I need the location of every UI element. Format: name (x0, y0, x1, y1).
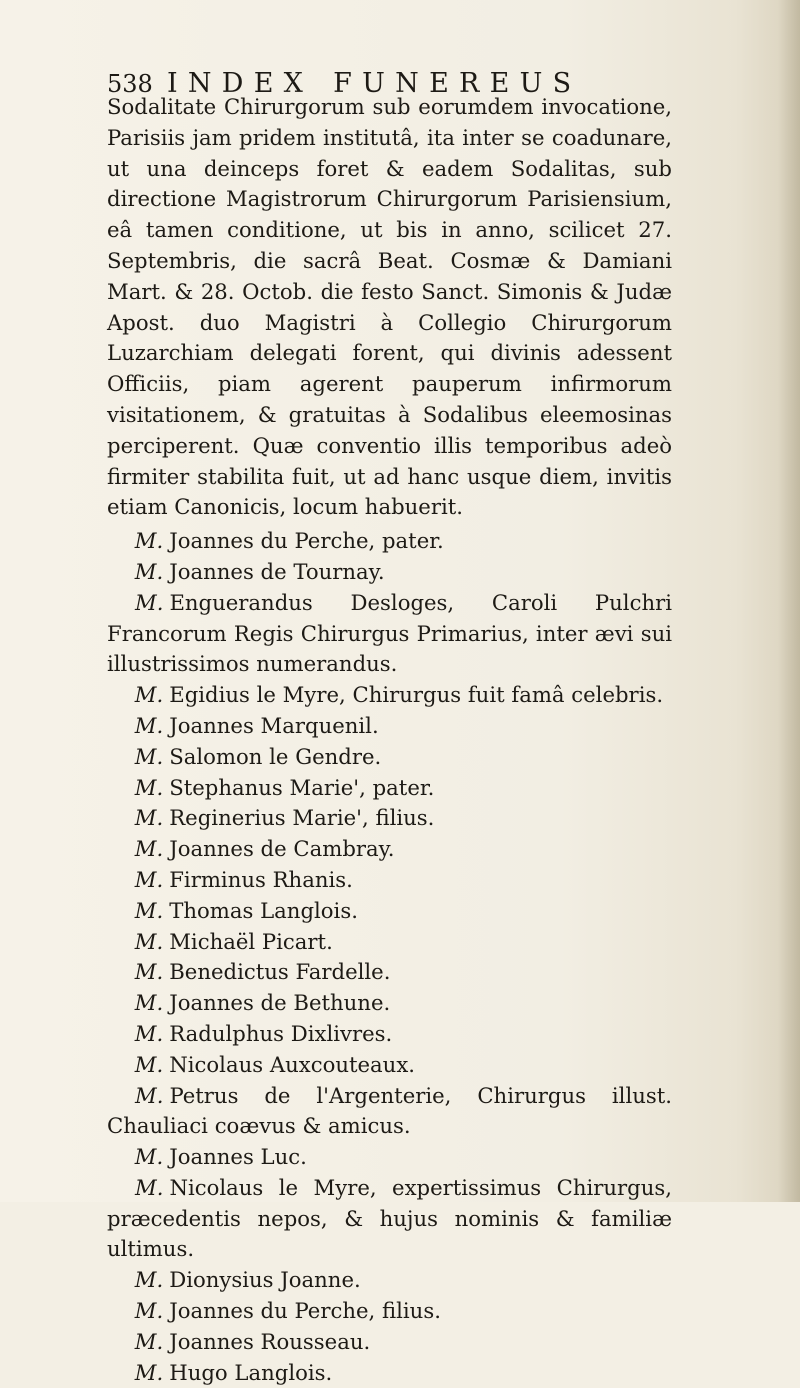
entry-prefix: M. (134, 1298, 164, 1324)
entry-prefix: M. (135, 1082, 164, 1108)
entry-text: Joannes du Perche, filius. (169, 1298, 441, 1324)
list-item (107, 803, 672, 834)
entry-prefix: M. (134, 1328, 164, 1354)
body-text (107, 92, 672, 1388)
list-item (107, 773, 672, 804)
entry-prefix: M. (134, 712, 164, 738)
entry-text: Enguerandus Desloges, Caroli Pulchri Francorum Regis Chirurgus Primarius, inter ævi sui illustrissimos numerandus. (107, 589, 672, 677)
list-item (107, 927, 672, 958)
list-item (107, 680, 672, 711)
entry-text: Egidius le Myre, Chirurgus fuit famâ celebris. (169, 682, 664, 708)
list-item (107, 588, 672, 680)
entry-prefix: M. (134, 528, 164, 554)
list-item (107, 1358, 672, 1388)
entry-text: Firminus Rhanis. (169, 866, 353, 892)
running-title-word-1: INDEX (167, 68, 314, 99)
list-item (107, 957, 672, 988)
entry-prefix: M. (134, 682, 164, 708)
entry-prefix: M. (134, 1020, 164, 1046)
entry-prefix: M. (134, 897, 164, 923)
entry-text: Thomas Langlois. (169, 897, 358, 923)
list-item (107, 1019, 672, 1050)
name-list (107, 526, 672, 1388)
intro-paragraph: Sodalitate Chirurgorum sub eorumdem invocatione, Parisiis jam pridem institutâ, ita inter se coadunare, ut una deinceps foret & eadem Sodalitas, sub directione Magistrorum Chirurgorum Parisiensium, eâ tamen conditione, ut bis in anno, scilicet 27. Septembris, die sacrâ Beat. Cosmæ & Damiani Mart. & 28. Octob. die festo Sanct. Simonis & Judæ Apost. duo Magistri à Collegio Chirurgorum Luzarchiam delegati forent, qui divinis adessent Officiis, piam agerent pauperum infirmorum visitationem, & gratuitas à Sodalibus eleemosinas perciperent. Quæ conventio illis temporibus adeò firmiter stabilita fuit, ut ad hanc usque diem, invitis etiam Canonicis, locum habuerit. (107, 94, 672, 520)
entry-text: Joannes Rousseau. (169, 1328, 371, 1354)
page-number: 538 (107, 70, 153, 98)
entry-prefix: M. (135, 589, 164, 615)
list-item (107, 834, 672, 865)
running-title-word-2: FUNEREUS (333, 68, 582, 99)
entry-prefix: M. (134, 1359, 164, 1385)
list-item (107, 1142, 672, 1173)
entry-prefix: M. (134, 743, 164, 769)
entry-text: Stephanus Marie', pater. (169, 774, 435, 800)
entry-text: Michaël Picart. (169, 928, 333, 954)
list-item (107, 526, 672, 557)
list-item (107, 1173, 672, 1265)
entry-prefix: M. (134, 959, 164, 985)
list-item (107, 742, 672, 773)
entry-prefix: M. (134, 1267, 164, 1293)
entry-text: Radulphus Dixlivres. (169, 1020, 393, 1046)
entry-text: Joannes du Perche, pater. (169, 528, 444, 554)
page-edge-shadow (778, 0, 800, 1202)
list-item (107, 896, 672, 927)
entry-text: Nicolaus le Myre, expertissimus Chirurgus, præcedentis nepos, & hujus nominis & familiæ ultimus. (107, 1174, 672, 1262)
list-item (107, 1327, 672, 1358)
list-item (107, 1081, 672, 1143)
list-item (107, 1265, 672, 1296)
entry-text: Dionysius Joanne. (169, 1267, 361, 1293)
entry-text: Nicolaus Auxcouteaux. (169, 1051, 416, 1077)
entry-prefix: M. (134, 558, 164, 584)
entry-text: Petrus de l'Argenterie, Chirurgus illust. Chauliaci coævus & amicus. (107, 1082, 672, 1139)
list-item (107, 1050, 672, 1081)
entry-text: Salomon le Gendre. (169, 743, 382, 769)
list-item (107, 1296, 672, 1327)
entry-prefix: M. (134, 836, 164, 862)
entry-text: Joannes de Bethune. (169, 990, 391, 1016)
list-item (107, 988, 672, 1019)
entry-prefix: M. (134, 928, 164, 954)
entry-prefix: M. (134, 990, 164, 1016)
entry-text: Hugo Langlois. (169, 1359, 333, 1385)
entry-text: Joannes Marquenil. (169, 712, 379, 738)
entry-prefix: M. (134, 1144, 164, 1170)
list-item (107, 865, 672, 896)
list-item (107, 711, 672, 742)
entry-text: Joannes Luc. (169, 1144, 307, 1170)
entry-prefix: M. (134, 1051, 164, 1077)
entry-text: Reginerius Marie', filius. (169, 805, 435, 831)
entry-prefix: M. (135, 1174, 164, 1200)
entry-text: Joannes de Tournay. (169, 558, 385, 584)
entry-prefix: M. (134, 805, 164, 831)
entry-text: Benedictus Fardelle. (169, 959, 391, 985)
entry-prefix: M. (134, 774, 164, 800)
entry-text: Joannes de Cambray. (169, 836, 395, 862)
list-item (107, 557, 672, 588)
entry-prefix: M. (134, 866, 164, 892)
